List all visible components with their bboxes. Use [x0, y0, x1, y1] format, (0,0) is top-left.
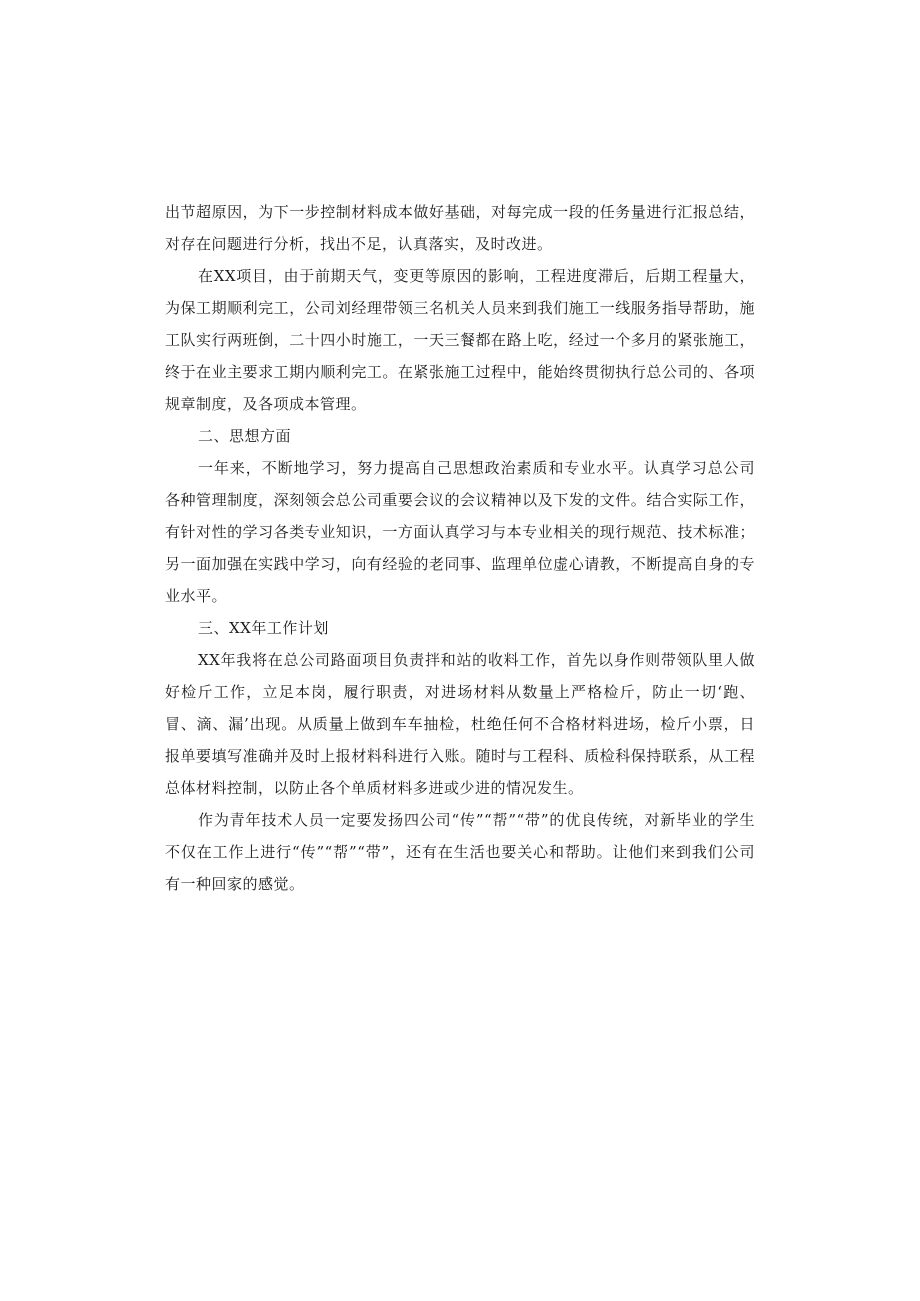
- paragraph-xx-project: 在XX项目，由于前期天气，变更等原因的影响，工程进度滞后，后期工程量大，为保工期顺利完工，公司刘经理带领三名机关人员来到我们施工一线服务指导帮助，施工队实行两班倒，二十四小时施工，一天三餐都在路上吃，经过一个多月的紧张施工，终于在业主要求工期内顺利完工。在紧张施工过程中，能始终贯彻执行总公司的、各项规章制度，及各项成本管理。: [165, 267, 755, 413]
- paragraph-mentoring: 作为青年技术人员一定要发扬四公司“传”“帮”“带”的优良传统，对新毕业的学生不仅在工作上进行“传”“帮”“带”，还有在生活也要关心和帮助。让他们来到我们公司有一种回家的感觉。: [165, 811, 755, 893]
- section-heading-work-plan: 三、XX年工作计划: [198, 619, 329, 637]
- document-body: [165, 196, 755, 900]
- section-heading-thinking: 二、思想方面: [198, 427, 292, 445]
- paragraph-study: 一年来，不断地学习，努力提高自己思想政治素质和专业水平。认真学习总公司各种管理制度，深刻领会总公司重要会议的会议精神以及下发的文件。结合实际工作，有针对性的学习各类专业知识，一方面认真学习与本专业相关的现行规范、技术标准；另一面加强在实践中学习，向有经验的老同事、监理单位虚心请教，不断提高自身的专业水平。: [165, 459, 755, 605]
- paragraph-work-plan: XX年我将在总公司路面项目负责拌和站的收料工作，首先以身作则带领队里人做好检斤工作，立足本岗，履行职责，对进场材料从数量上严格检斤，防止一切‘跑、冒、滴、漏’出现。从质量上做到车车抽检，杜绝任何不合格材料进场，检斤小票，日报单要填写准确并及时上报材料科进行入账。随时与工程科、质检科保持联系，从工程总体材料控制，以防止各个单质材料多进或少进的情况发生。: [165, 651, 755, 797]
- paragraph-material-cost: 出节超原因，为下一步控制材料成本做好基础，对每完成一段的任务量进行汇报总结，对存在问题进行分析，找出不足，认真落实，及时改进。: [165, 203, 755, 253]
